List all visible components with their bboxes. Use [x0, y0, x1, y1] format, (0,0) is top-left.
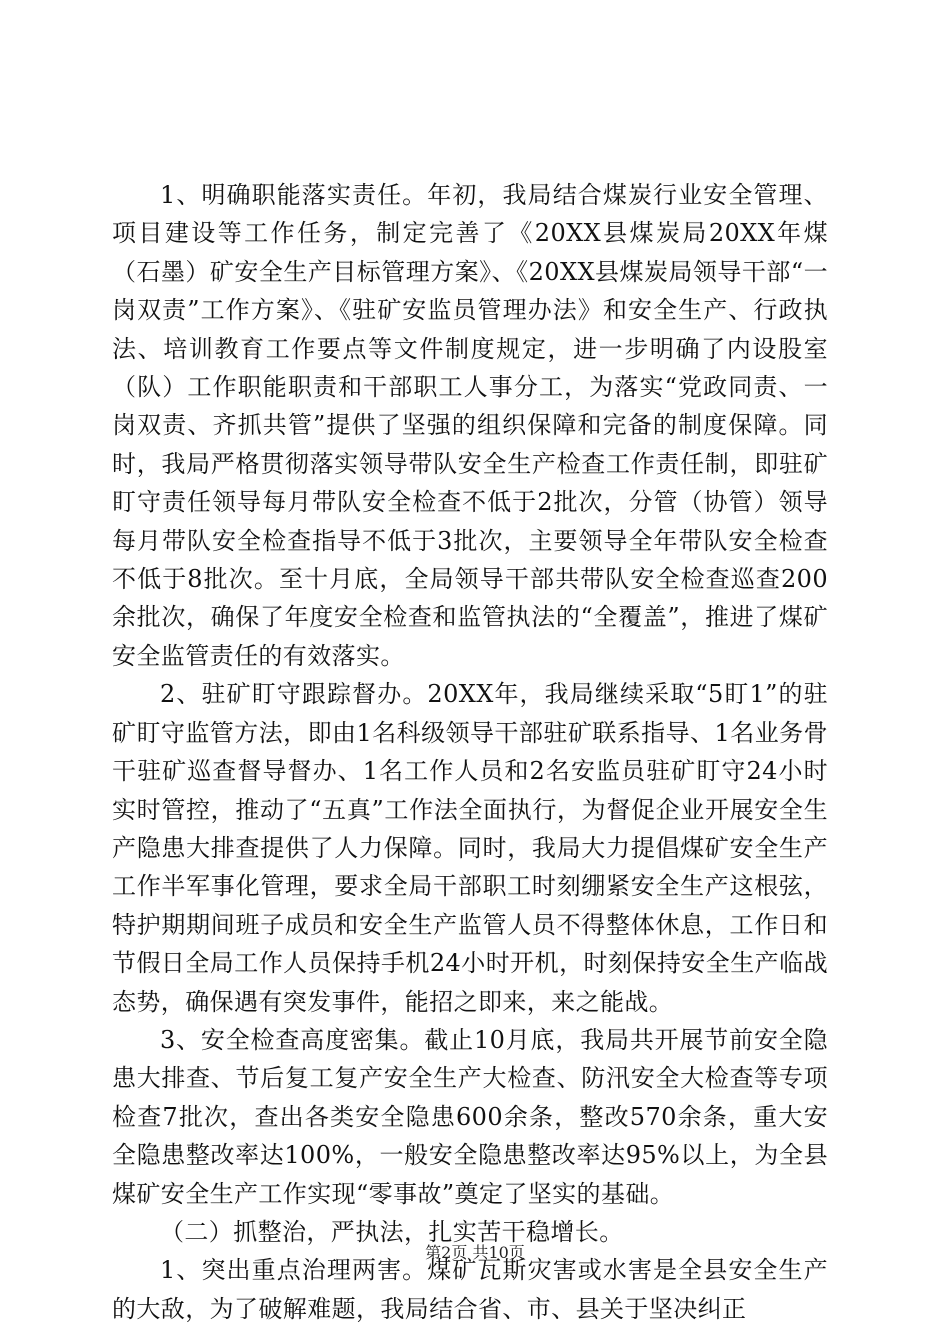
paragraph-responsibility: 1、明确职能落实责任。年初，我局结合煤炭行业安全管理、项目建设等工作任务，制定完善了《20XX县煤炭局20XX年煤（石墨）矿安全生产目标管理方案》、《20XX县煤炭局领导干部“一岗双责”工作方案》、《驻矿安监员管理办法》和安全生产、行政执法、培训教育工作要点等文件制度规定，进一步明确了内设股室（队）工作职能职责和干部职工人事分工，为落实“党政同责、一岗双责、齐抓共管”提供了坚强的组织保障和完备的制度保障。同时，我局严格贯彻落实领导带队安全生产检查工作责任制，即驻矿盯守责任领导每月带队安全检查不低于2批次，分管（协管）领导每月带队安全检查指导不低于3批次，主要领导全年带队安全检查不低于8批次。至十月底，全局领导干部共带队安全检查巡查200余批次，确保了年度安全检查和监管执法的“全覆盖”，推进了煤矿安全监管责任的有效落实。	[112, 181, 828, 670]
paragraph-hazard-control: 1、突出重点治理两害。煤矿瓦斯灾害或水害是全县安全生产的大敌，为了破解难题，我局结合省、市、县关于坚决纠正	[112, 1256, 828, 1323]
document-body	[112, 176, 828, 1328]
page-number-footer: 第2页 共10页	[425, 1243, 525, 1262]
paragraph-on-site-supervision: 2、驻矿盯守跟踪督办。20XX年，我局继续采取“5盯1”的驻矿盯守监管方法，即由1名科级领导干部驻矿联系指导、1名业务骨干驻矿巡查督导督办、1名工作人员和2名安监员驻矿盯守24小时实时管控，推动了“五真”工作法全面执行，为督促企业开展安全生产隐患大排查提供了人力保障。同时，我局大力提倡煤矿安全生产工作半军事化管理，要求全局干部职工时刻绷紧安全生产这根弦，特护期期间班子成员和安全生产监管人员不得整体休息，工作日和节假日全局工作人员保持手机24小时开机，时刻保持安全生产临战态势，确保遇有突发事件，能招之即来，来之能战。	[112, 680, 828, 1016]
paragraph-safety-inspection: 3、安全检查高度密集。截止10月底，我局共开展节前安全隐患大排查、节后复工复产安全生产大检查、防汛安全大检查等专项检查7批次，查出各类安全隐患600余条，整改570余条，重大安全隐患整改率达100%，一般安全隐患整改率达95%以上，为全县煤矿安全生产工作实现“零事故”奠定了坚实的基础。	[112, 1025, 828, 1208]
section-heading: （二）抓整治，严执法，扎实苦干稳增长。	[160, 1217, 624, 1246]
